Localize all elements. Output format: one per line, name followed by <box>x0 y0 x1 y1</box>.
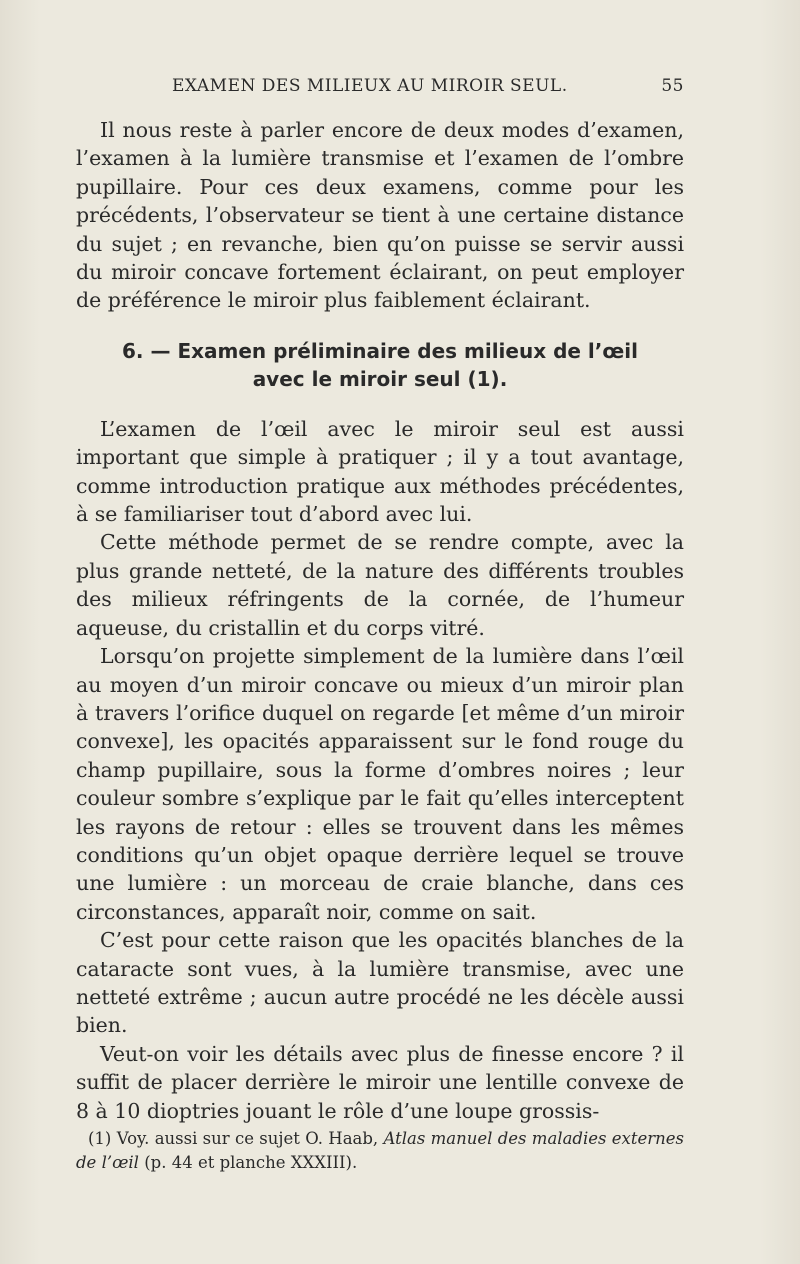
intro-paragraph: Il nous reste à parler encore de deux modes d’examen, l’examen à la lumière transmise et l’examen de l’ombre pupillaire. Pour ces deux examens, comme pour les précédents, l’observateur se tient à une certaine distance du sujet ; en revanche, bien qu’on puisse se servir aussi du miroir concave fortement éclairant, on peut employer de préférence le miroir plus faiblement éclairant. <box>76 118 684 313</box>
footnote-cited-title: Atlas manuel des maladies externes de l’œil <box>76 1129 684 1172</box>
running-header <box>76 76 684 102</box>
running-title: EXAMEN DES MILIEUX AU MIROIR SEUL. <box>172 76 568 96</box>
page-number: 55 <box>661 76 684 96</box>
section-paragraph: L’examen de l’œil avec le miroir seul est aussi important que simple à pratiquer ; il y a tout avantage, comme introduction pratique aux méthodes précédentes, à se familiariser tout d’abord avec lui. <box>76 416 684 527</box>
footnote-marker: (1) <box>88 1129 112 1148</box>
footnote-text: Voy. aussi sur ce sujet O. Haab, <box>116 1129 379 1148</box>
section-heading-line-2: avec le miroir seul (1). <box>252 366 508 391</box>
section-paragraph: Lorsqu’on projette simplement de la lumière dans l’œil au moyen d’un miroir concave ou mieux d’un miroir plan à travers l’orifice duquel on regarde [et même d’un miroir convexe], les opacités apparaissent sur le fond rouge du champ pupillaire, sous la forme d’ombres noires ; leur couleur sombre s’explique par le fait qu’elles interceptent les rayons de retour : elles se trouvent dans les mêmes conditions qu’un objet opaque derrière lequel se trouve une lumière : un morceau de craie blanche, dans ces circonstances, apparaît noir, comme on sait. <box>76 644 684 924</box>
section-paragraph: Cette méthode permet de se rendre compte, avec la plus grande netteté, de la nature des différents troubles des milieux réfringents de la cornée, de l’humeur aqueuse, du cristallin et du corps vitré. <box>76 530 684 640</box>
section-paragraph: C’est pour cette raison que les opacités blanches de la cataracte sont vues, à la lumière transmise, avec une netteté extrême ; aucun autre procédé ne les décèle aussi bien. <box>76 928 684 1038</box>
footnote-reference: (p. 44 et planche XXXIII). <box>144 1153 358 1172</box>
body-text <box>76 116 684 1125</box>
footnote <box>76 1127 684 1175</box>
section-heading-line-1: 6. — Examen préliminaire des milieux de l’œil <box>122 338 638 363</box>
section-paragraph: Veut-on voir les détails avec plus de finesse encore ? il suffit de placer derrière le miroir une lentille convexe de 8 à 10 dioptries jouant le rôle d’une loupe grossis- <box>76 1041 684 1123</box>
section-heading <box>76 337 684 393</box>
